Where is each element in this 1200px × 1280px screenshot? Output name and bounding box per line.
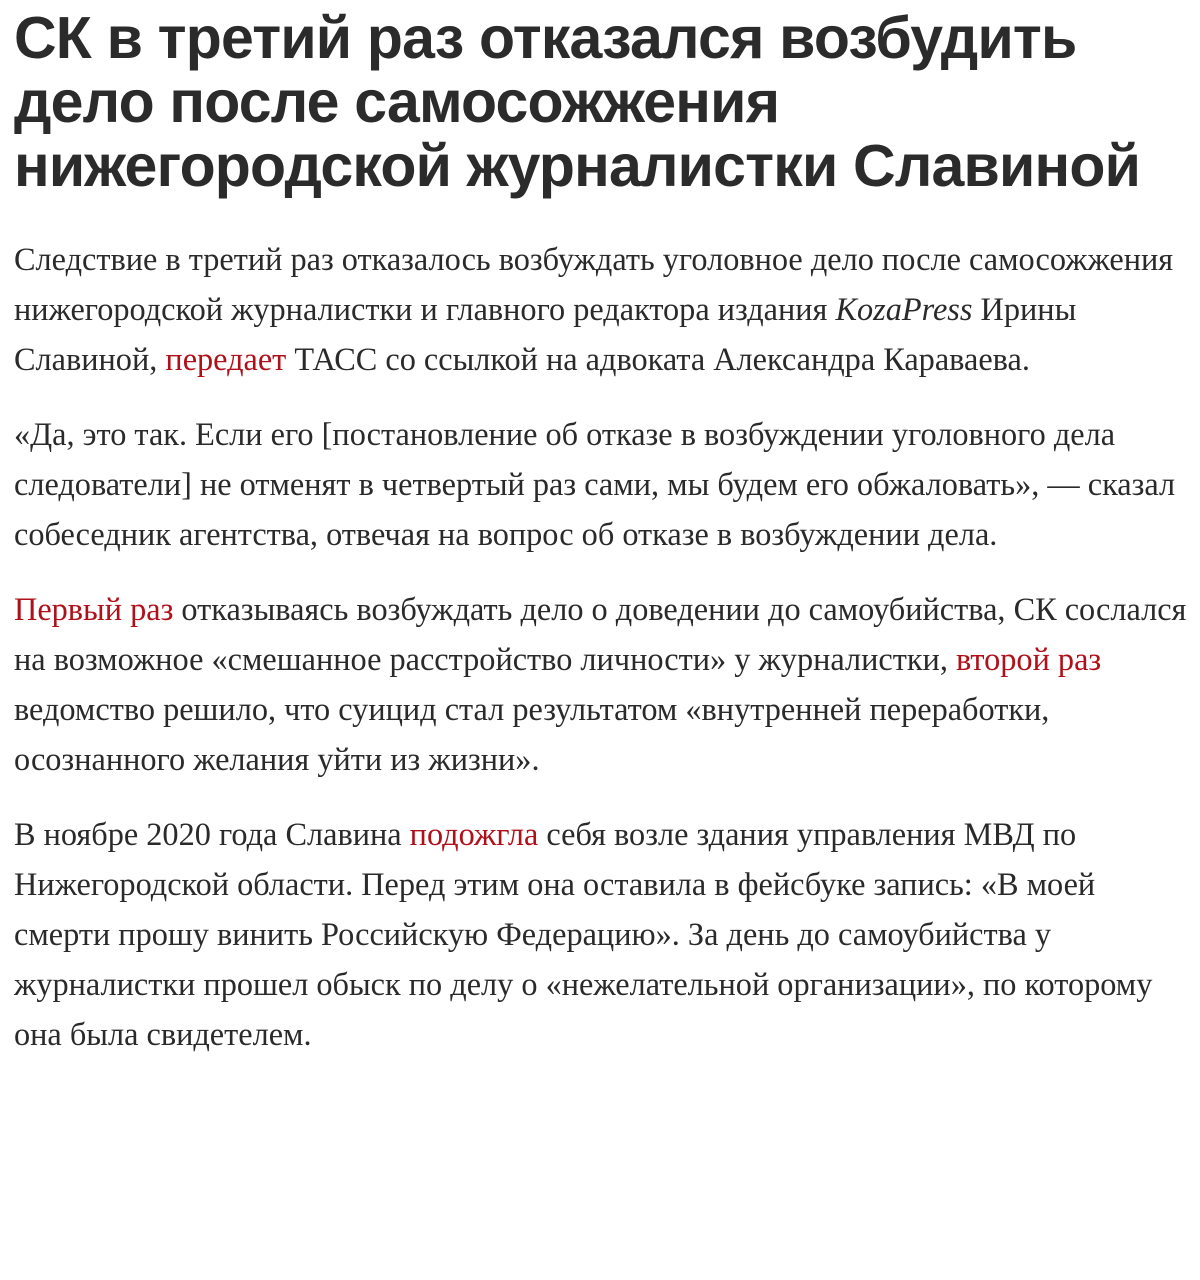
article [14, 6, 1194, 1084]
paragraph-3 [14, 584, 1194, 784]
paragraph-1-text-2: Ирины Славиной, [14, 291, 1077, 377]
paragraph-1-text-1: Следствие в третий раз отказалось возбуждать уголовное дело после самосожжения нижегородской журналистки и главного редактора издания [14, 241, 1174, 327]
paragraph-3-text-1: отказываясь возбуждать дело о доведении до самоубийства, СК сослался на возможное «смешанное расстройство личности» у журналистки, [14, 591, 1187, 677]
link-second-time[interactable]: второй раз [955, 641, 1102, 677]
paragraph-1-text-3: ТАСС со ссылкой на адвоката Александра Караваева. [286, 341, 1030, 377]
link-first-time[interactable]: Первый раз [14, 591, 174, 627]
paragraph-2-quote [14, 409, 1194, 559]
article-body [14, 234, 1194, 1059]
paragraph-2-text: «Да, это так. Если его [постановление об отказе в возбуждении уголовного дела следователи] не отменят в четвертый раз сами, мы будем его обжаловать», — сказал собеседник агентства, отвечая на вопрос об отказе в возбуждении дела. [14, 416, 1176, 552]
paragraph-3-text-2: ведомство решило, что суицид стал результатом «внутренней переработки, осознанного желания уйти из жизни». [14, 691, 1050, 777]
paragraph-4-text-2: себя возле здания управления МВД по Нижегородской области. Перед этим она оставила в фейсбуке запись: «В моей смерти прошу винить Российскую Федерацию». За день до самоубийства у журналистки прошел обыск по делу о «нежелательной организации», по которому она была свидетелем. [14, 816, 1153, 1052]
paragraph-1 [14, 234, 1194, 384]
article-headline: СК в третий раз отказался возбудить дело после самосожжения нижегородской журналистки Славиной [14, 5, 1141, 199]
link-peredaet[interactable]: передает [165, 341, 287, 377]
paragraph-4-text-1: В ноябре 2020 года Славина [14, 816, 410, 852]
link-podozhgla[interactable]: подожгла [409, 816, 539, 852]
paragraph-4 [14, 809, 1194, 1059]
publication-name-kozapress: KozaPress [835, 291, 973, 327]
